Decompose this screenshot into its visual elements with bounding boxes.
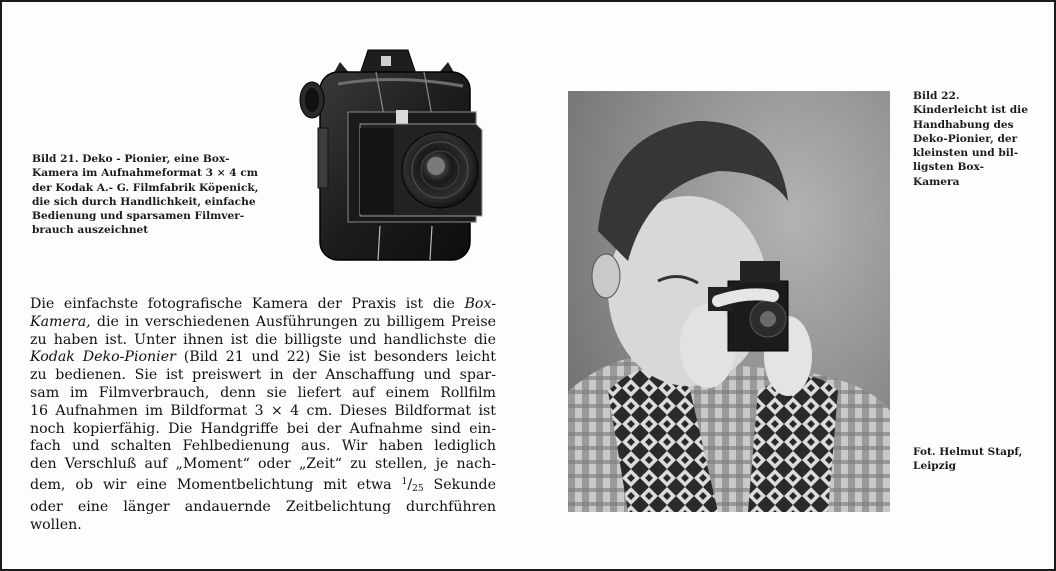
body-line: fach und schalten Fehlbedienung aus. Wir haben lediglich <box>30 438 496 455</box>
body-paragraph <box>30 296 496 534</box>
body-line: den Verschluß auf „Moment“ oder „Zeit“ zu stellen, je nach- <box>30 456 496 473</box>
caption-line: ligsten Box- <box>913 161 984 174</box>
child-with-camera-photo <box>568 91 890 512</box>
body-line: 16 Aufnahmen im Bildformat 3 × 4 cm. Dieses Bildformat ist <box>30 402 496 419</box>
fraction: $^1/_{25}$ <box>401 476 424 494</box>
caption-line: Bedienung und sparsamen Filmver- <box>32 210 245 223</box>
body-line: Kamera, die in verschiedenen Ausführungen zu billigem Preise <box>30 313 496 330</box>
camera-illustration <box>298 44 510 262</box>
body-line: zu haben ist. Unter ihnen ist die billigste und handlichste die <box>30 331 496 348</box>
caption-line: brauch auszeichnet <box>32 224 149 237</box>
caption-line: Kamera <box>913 175 960 188</box>
body-line: wollen. <box>30 516 82 533</box>
body-line: sam im Filmverbrauch, denn sie liefert auf einem Rollfilm <box>30 384 496 401</box>
box-camera-icon <box>298 44 510 262</box>
caption-line: Bild 21. Deko - Pionier, eine Box- <box>32 153 230 165</box>
photo-credit <box>913 445 1048 474</box>
caption-line: Handhabung des <box>913 118 1014 131</box>
emphasis: Kamera, <box>30 313 91 330</box>
body-line: noch kopierfähig. Die Handgriffe bei der Aufnahme sind ein- <box>30 420 496 437</box>
figure-22-caption <box>913 89 1048 189</box>
credit-line: Leipzig <box>913 460 957 473</box>
body-line: Die einfachste fotografische Kamera der Praxis ist die Box- <box>30 296 496 312</box>
emphasis: Kodak Deko-Pionier <box>30 349 176 366</box>
caption-line: Kamera im Aufnahmeformat 3 × 4 cm <box>32 167 258 180</box>
photo-image-icon <box>568 91 890 512</box>
caption-line: Bild 22. <box>913 90 960 102</box>
caption-line: kleinsten und bil- <box>913 147 1019 160</box>
body-line: dem, ob wir eine Momentbelichtung mit etwa $^1/_{25}$ Sekunde <box>30 476 496 494</box>
caption-line: Deko-Pionier, der <box>913 132 1018 145</box>
credit-line: Fot. Helmut Stapf, <box>913 446 1023 458</box>
body-line: oder eine länger andauernde Zeitbelichtung durchführen <box>30 498 496 515</box>
figure-21-caption <box>32 152 282 238</box>
body-line: Kodak Deko-Pionier (Bild 21 und 22) Sie ist besonders leicht <box>30 349 496 366</box>
emphasis: Box- <box>464 296 496 312</box>
caption-line: die sich durch Handlichkeit, einfache <box>32 195 256 208</box>
caption-line: Kinderleicht ist die <box>913 104 1028 117</box>
body-line: zu bedienen. Sie ist preiswert in der Anschaffung und spar- <box>30 367 496 384</box>
caption-line: der Kodak A.- G. Filmfabrik Köpenick, <box>32 181 259 194</box>
